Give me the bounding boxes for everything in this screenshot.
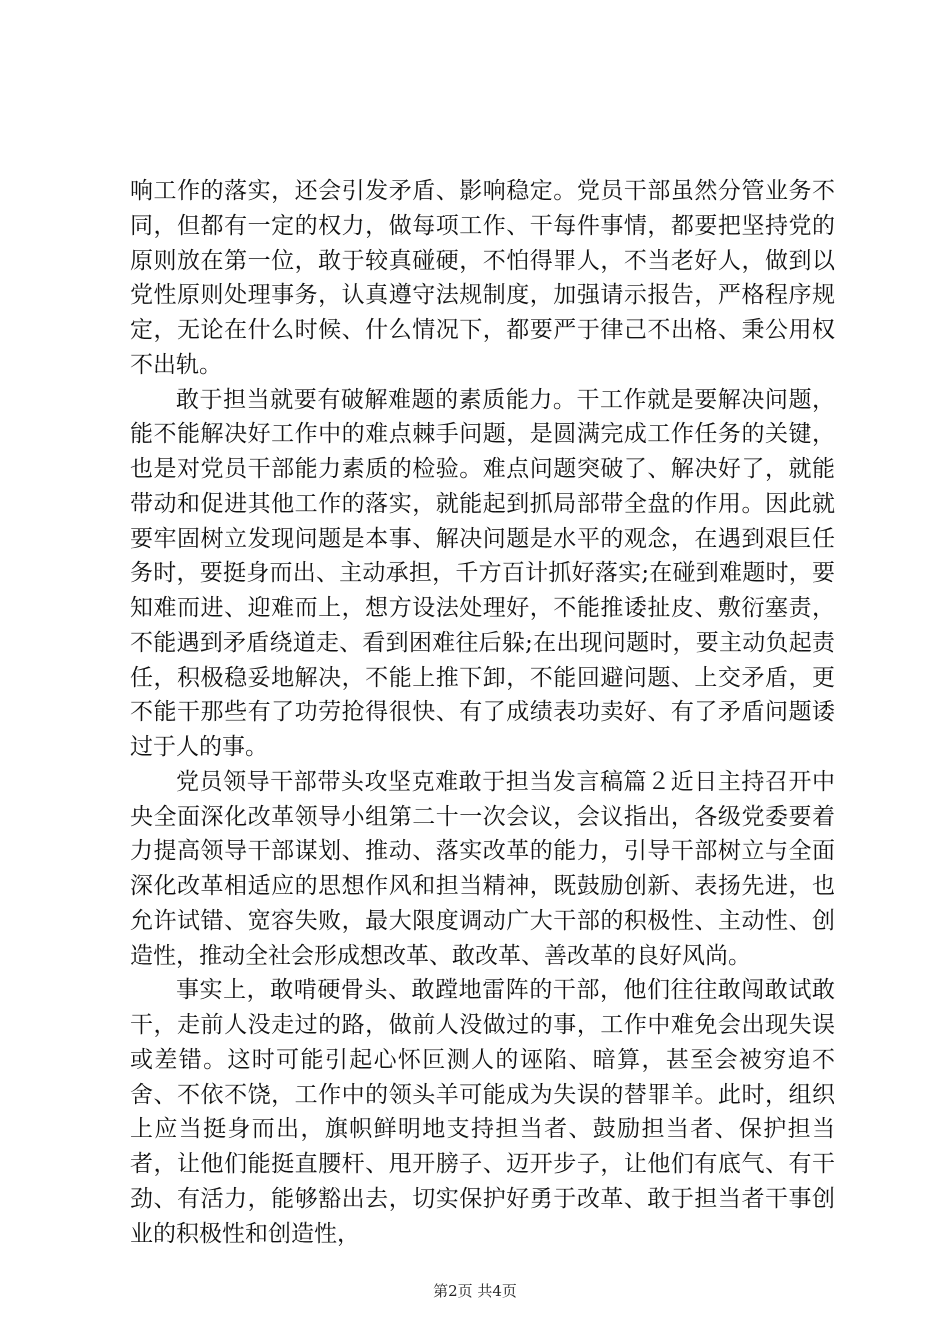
page-number-footer: 第2页 共4页 [433, 1282, 517, 1300]
paragraph-2: 敢于担当就要有破解难题的素质能力。干工作就是要解决问题，能不能解决好工作中的难点棘手问题，是圆满完成工作任务的关键，也是对党员干部能力素质的检验。难点问题突破了、解决好了，就能带动和促进其他工作的落实，就能起到抓局部带全盘的作用。因此就要牢固树立发现问题是本事、解决问题是水平的观念，在遇到艰巨任务时，要挺身而出、主动承担，千方百计抓好落实;在碰到难题时，要知难而进、迎难而上，想方设法处理好，不能推诿扯皮、敷衍塞责，不能遇到矛盾绕道走、看到困难往后躲;在出现问题时，要主动负起责任，积极稳妥地解决，不能上推下卸，不能回避问题、上交矛盾，更不能干那些有了功劳抢得很快、有了成绩表功卖好、有了矛盾问题诿过于人的事。 [130, 386, 835, 760]
paragraph-3: 党员领导干部带头攻坚克难敢于担当发言稿篇２近日主持召开中央全面深化改革领导小组第二十一次会议，会议指出，各级党委要着力提高领导干部谋划、推动、落实改革的能力，引导干部树立与全面深化改革相适应的思想作风和担当精神，既鼓励创新、表扬先进，也允许试错、宽容失败，最大限度调动广大干部的积极性、主动性、创造性，推动全社会形成想改革、敢改革、善改革的良好风尚。 [130, 768, 835, 969]
paragraph-1: 响工作的落实，还会引发矛盾、影响稳定。党员干部虽然分管业务不同，但都有一定的权力，做每项工作、干每件事情，都要把坚持党的原则放在第一位，敢于较真碰硬，不怕得罪人，不当老好人，做到以党性原则处理事务，认真遵守法规制度，加强请示报告，严格程序规定，无论在什么时候、什么情况下，都要严于律己不出格、秉公用权不出轨。 [130, 178, 835, 378]
document-body [130, 174, 835, 1251]
paragraph-4: 事实上，敢啃硬骨头、敢蹚地雷阵的干部，他们往往敢闯敢试敢干，走前人没走过的路，做前人没做过的事，工作中难免会出现失误或差错。这时可能引起心怀叵测人的诬陷、暗算，甚至会被穷追不舍、不依不饶，工作中的领头羊可能成为失误的替罪羊。此时，组织上应当挺身而出，旗帜鲜明地支持担当者、鼓励担当者、保护担当者，让他们能挺直腰杆、甩开膀子、迈开步子，让他们有底气、有干劲、有活力，能够豁出去，切实保护好勇于改革、敢于担当者干事创业的积极性和创造性， [130, 977, 835, 1247]
